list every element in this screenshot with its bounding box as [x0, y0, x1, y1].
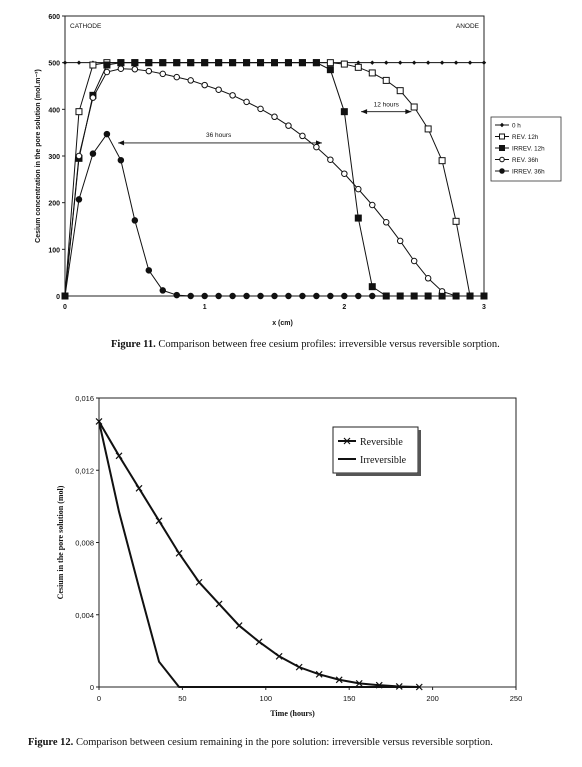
data-point — [258, 293, 264, 299]
figure-11-chart — [0, 0, 582, 335]
data-point — [453, 218, 459, 224]
data-point — [425, 126, 431, 132]
data-point — [328, 157, 334, 163]
data-point — [104, 62, 110, 68]
data-point — [356, 293, 362, 299]
data-point — [342, 171, 348, 177]
data-point — [426, 60, 430, 64]
figure-12-chart — [0, 335, 582, 735]
data-point — [160, 288, 166, 294]
data-point — [90, 62, 96, 68]
data-point — [468, 60, 472, 64]
x-tick-label: 250 — [509, 694, 523, 703]
y-tick-label: 0 — [89, 683, 94, 692]
legend-entry: 0 h — [512, 122, 521, 130]
y-tick-label: 100 — [48, 247, 60, 255]
data-point — [327, 60, 333, 66]
data-point — [132, 218, 138, 224]
x-tick-label: 100 — [259, 694, 273, 703]
data-point — [258, 60, 264, 66]
data-point — [467, 293, 473, 299]
plot-area-frame — [99, 398, 516, 687]
data-point — [411, 293, 417, 299]
data-point — [272, 60, 278, 66]
data-point — [355, 64, 361, 70]
data-point — [160, 60, 166, 66]
data-point — [196, 579, 202, 585]
data-point — [174, 60, 180, 66]
legend-marker — [500, 157, 505, 162]
data-point — [118, 157, 124, 163]
data-point — [76, 153, 82, 159]
legend-marker — [500, 146, 505, 151]
data-point — [236, 623, 242, 629]
data-point — [370, 60, 374, 64]
figure-11-label: Figure 11. — [111, 339, 156, 350]
data-point — [286, 293, 292, 299]
data-point — [314, 144, 320, 150]
data-point — [397, 293, 403, 299]
data-point — [256, 639, 262, 645]
series-line — [65, 131, 484, 296]
plot-area-frame — [65, 16, 484, 296]
data-point — [118, 60, 124, 66]
data-point — [62, 293, 68, 299]
data-point — [341, 61, 347, 67]
data-point — [90, 151, 96, 157]
series-rev-12h — [62, 60, 473, 299]
data-point — [132, 66, 138, 72]
figure-12-caption-text: Comparison between cesium remaining in the pore solution: irreversible versus reversible sorption. — [73, 737, 493, 748]
data-point — [439, 293, 445, 299]
data-point — [411, 258, 417, 264]
data-point — [216, 601, 222, 607]
data-point — [440, 60, 444, 64]
data-point — [202, 60, 208, 66]
data-point — [383, 220, 389, 226]
x-tick-label: 0 — [96, 694, 102, 703]
data-point — [76, 197, 82, 203]
data-point — [369, 70, 375, 76]
y-tick-label: 500 — [48, 60, 60, 68]
y-tick-label: 400 — [48, 107, 60, 115]
legend-marker — [500, 134, 505, 139]
data-point — [244, 99, 250, 105]
figure-12-caption — [28, 737, 493, 748]
x-tick-label: 50 — [178, 694, 187, 703]
x-tick-label: 150 — [342, 694, 356, 703]
data-point — [230, 93, 236, 99]
data-point — [397, 238, 403, 244]
x-tick-label: 0 — [63, 304, 67, 311]
data-point — [160, 71, 166, 77]
y-tick-label: 200 — [48, 200, 60, 208]
data-point — [328, 293, 334, 299]
data-point — [258, 106, 264, 112]
data-point — [230, 60, 236, 66]
data-point — [146, 60, 152, 66]
figure-12-label: Figure 12. — [28, 737, 74, 748]
data-point — [300, 133, 306, 139]
data-point — [216, 60, 222, 66]
data-point — [356, 186, 362, 192]
data-point — [136, 485, 142, 491]
data-point — [146, 68, 152, 74]
x-tick-label: 1 — [202, 304, 207, 311]
y-tick-label: 0,012 — [75, 466, 94, 476]
data-point — [384, 60, 388, 64]
data-point — [397, 88, 403, 94]
legend-entry: Reversible — [360, 437, 403, 448]
data-point — [369, 284, 375, 290]
data-point — [313, 60, 319, 66]
x-tick-label: 3 — [482, 304, 486, 311]
data-point — [76, 109, 82, 115]
data-point — [412, 60, 416, 64]
data-point — [90, 95, 96, 101]
data-point — [481, 293, 487, 299]
data-point — [370, 293, 376, 299]
data-point — [286, 123, 292, 128]
legend-entry: REV. 12h — [512, 134, 539, 141]
data-point — [104, 131, 110, 137]
data-point — [156, 518, 162, 524]
data-point — [244, 60, 250, 66]
y-tick-label: 0,004 — [75, 610, 94, 620]
legend-shadow — [336, 473, 421, 476]
data-point — [188, 78, 194, 84]
data-point — [202, 293, 208, 299]
data-point — [314, 293, 320, 299]
data-point — [216, 293, 222, 299]
data-point — [176, 550, 182, 556]
data-point — [425, 293, 431, 299]
data-point — [77, 60, 81, 64]
cathode-label: CATHODE — [70, 23, 102, 30]
data-point — [202, 82, 208, 88]
x-tick-label: 2 — [342, 304, 347, 311]
y-tick-label: 300 — [48, 154, 60, 161]
y-tick-label: 0 — [56, 294, 60, 301]
data-point — [370, 202, 376, 208]
legend-shadow — [418, 430, 421, 476]
data-point — [411, 104, 417, 110]
data-point — [482, 60, 486, 64]
legend-entry: IRREV. 36h — [512, 168, 545, 176]
data-point — [342, 293, 348, 299]
y-axis-title: Cesium in the pore solution (mol) — [56, 485, 65, 600]
data-point — [425, 276, 431, 282]
data-point — [188, 293, 194, 299]
data-point — [272, 114, 278, 120]
legend-entry: IRREV. 12h — [512, 145, 545, 153]
x-axis-title: Time (hours) — [270, 709, 315, 718]
legend-entry: Irreversible — [360, 455, 407, 466]
data-point — [285, 60, 291, 66]
data-point — [341, 109, 347, 115]
data-point — [272, 293, 278, 299]
data-point — [383, 293, 389, 299]
data-point — [299, 60, 305, 66]
data-point — [146, 268, 152, 274]
data-point — [454, 60, 458, 64]
annotation-12-hours: 12 hours — [373, 101, 399, 109]
data-point — [116, 453, 122, 459]
data-point — [216, 87, 222, 93]
legend-marker — [500, 169, 505, 174]
data-point — [355, 215, 361, 221]
series-line — [65, 63, 484, 296]
data-point — [63, 60, 67, 64]
data-point — [439, 158, 445, 164]
data-point — [174, 292, 180, 298]
y-axis-title: Cesium concentration in the pore solution (mol.m⁻³) — [35, 69, 42, 243]
y-tick-label: 0,008 — [75, 538, 94, 548]
x-axis-title: x (cm) — [272, 320, 293, 327]
series-irrev-36h — [62, 131, 487, 298]
data-point — [174, 74, 180, 80]
data-point — [230, 293, 236, 299]
data-point — [398, 60, 402, 64]
legend-entry: REV. 36h — [512, 157, 539, 164]
figure-11-caption — [111, 339, 500, 350]
x-tick-label: 200 — [426, 694, 439, 703]
y-tick-label: 600 — [48, 14, 60, 21]
data-point — [118, 66, 124, 72]
series-rev-36h — [62, 66, 459, 299]
figure-11-caption-text: Comparison between free cesium profiles: irreversible versus reversible sorption. — [155, 339, 500, 350]
data-point — [300, 293, 306, 299]
data-point — [383, 77, 389, 83]
y-tick-label: 0,016 — [75, 394, 94, 403]
data-point — [132, 60, 138, 66]
anode-label: ANODE — [455, 23, 479, 30]
annotation-36-hours: 36 hours — [205, 131, 232, 139]
data-point — [188, 60, 194, 66]
data-point — [453, 293, 459, 299]
data-point — [104, 69, 110, 75]
data-point — [244, 293, 250, 299]
data-point — [327, 67, 333, 73]
legend-box — [333, 427, 418, 473]
